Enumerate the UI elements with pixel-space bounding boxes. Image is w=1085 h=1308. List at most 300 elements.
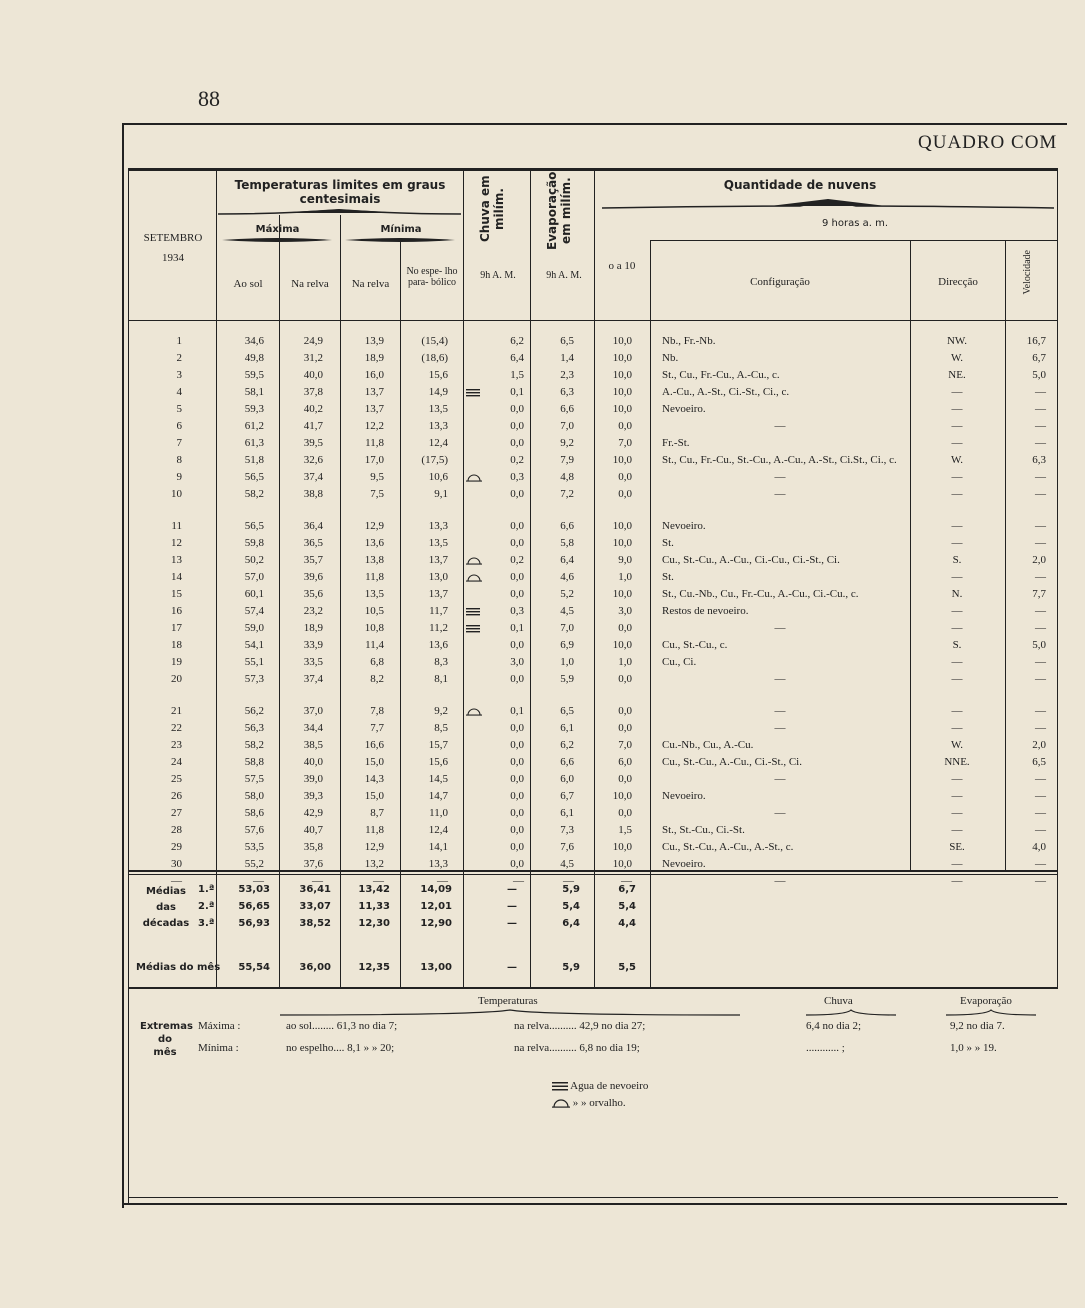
extremas-chuva-brace [806, 1008, 896, 1018]
cell-day: 15 [171, 588, 182, 600]
cell-day: 12 [171, 537, 182, 549]
cell-espelho: 11,0 [429, 807, 448, 819]
cell-dir: — [951, 403, 963, 415]
extremas-label-line: Extremas [140, 1021, 193, 1032]
cell-espelho: 14,7 [428, 790, 448, 802]
table-row [0, 754, 1085, 771]
col-ao-sol: Ao sol [233, 278, 263, 290]
cell-relva-min: 10,8 [364, 622, 384, 634]
cell-vel: — [1035, 722, 1046, 734]
cell-vel: 16,7 [1026, 335, 1046, 347]
cell-day: 28 [171, 824, 182, 836]
cell-evap: 7,0 [560, 622, 574, 634]
cell-config: — [774, 875, 786, 887]
cell-nuvens: 10,0 [612, 841, 632, 853]
cell-nuvens: 3,0 [618, 605, 632, 617]
cell-relva-max: 38,8 [303, 488, 323, 500]
cell-sol: 56,65 [238, 901, 270, 912]
cell-evap: 5,4 [562, 901, 580, 912]
nuvens-sub-rule [650, 240, 1058, 241]
cell-relva-max: 37,6 [303, 858, 323, 870]
cell-sol: 56,5 [244, 471, 264, 483]
frame-bottom-inner [128, 1197, 1058, 1198]
cell-config: — [774, 722, 786, 734]
cell-sol: 61,3 [244, 437, 264, 449]
cell-nuvens: 1,0 [618, 571, 632, 583]
cell-vel: — [1035, 437, 1046, 449]
cell-chuva: 0,2 [510, 454, 524, 466]
cell-sol: 59,0 [244, 622, 264, 634]
fog-symbol-icon [552, 1081, 568, 1091]
cell-evap: 6,2 [560, 739, 574, 751]
cell-config: St. [662, 537, 674, 549]
cell-sol: 57,6 [244, 824, 264, 836]
cell-evap: 5,2 [560, 588, 574, 600]
cell-config: Cu., St.-Cu., A.-Cu., A.-St., c. [662, 841, 794, 853]
cell-config: Nevoeiro. [662, 403, 706, 415]
cell-relva-max: 39,0 [303, 773, 323, 785]
cell-espelho: 15,7 [428, 739, 448, 751]
cell-chuva: 0,0 [510, 790, 524, 802]
cell-espelho: 12,90 [420, 918, 452, 929]
cell-relva-min: 13,5 [364, 588, 384, 600]
cell-espelho: 8,1 [434, 673, 448, 685]
cell-nuvens: 5,4 [618, 901, 636, 912]
cell-chuva: 0,0 [510, 739, 524, 751]
dew-symbol-icon [466, 705, 482, 717]
cell-nuvens: 0,0 [618, 807, 632, 819]
cell-chuva: 0,0 [510, 722, 524, 734]
cell-dir: — [951, 705, 963, 717]
cell-config: — [774, 705, 786, 717]
cell-day: 1 [176, 335, 182, 347]
cell-relva-min: 16,0 [364, 369, 384, 381]
cell-day: 21 [171, 705, 182, 717]
cell-day: 5 [176, 403, 182, 415]
cell-dir: — [951, 605, 963, 617]
cell-vel: — [1035, 858, 1046, 870]
cell-day: 27 [171, 807, 182, 819]
cell-vel: — [1035, 790, 1046, 802]
cell-relva-min: 7,8 [370, 705, 384, 717]
table-row [0, 569, 1085, 586]
minima-swell [345, 236, 455, 244]
cell-sol: 56,5 [244, 520, 264, 532]
cell-evap: 6,4 [562, 918, 580, 929]
cell-chuva: 0,1 [510, 705, 524, 717]
cell-evap: 9,2 [560, 437, 574, 449]
cell-dir: W. [950, 739, 964, 751]
cell-day: 6 [176, 420, 182, 432]
cell-chuva: 0,0 [510, 520, 524, 532]
cell-dir: — [951, 656, 963, 668]
dew-symbol-icon [466, 471, 482, 483]
cell-nuvens: 10,0 [612, 588, 632, 600]
cell-config: St., Cu.-Nb., Cu., Fr.-Cu., A.-Cu., Ci.-Cu., c. [662, 588, 859, 600]
cell-evap: 4,5 [560, 605, 574, 617]
col-no-espelho: No espe- lho para- bólico [406, 266, 458, 288]
cell-chuva: 3,0 [510, 656, 524, 668]
cell-sol: 57,5 [244, 773, 264, 785]
cell-dir: — [951, 571, 963, 583]
table-row [0, 822, 1085, 839]
cell-nuvens: 10,0 [612, 386, 632, 398]
cell-relva-max: 36,00 [299, 962, 331, 973]
legend-fog-text: Agua de nevoeiro [570, 1080, 649, 1092]
cell-relva-max: 40,2 [303, 403, 323, 415]
cell-dir: — [951, 386, 963, 398]
cell-espelho: (18,6) [421, 352, 448, 364]
extremas-temp-brace [280, 1008, 740, 1018]
cell-relva-min: 11,8 [365, 571, 384, 583]
cell-config: — [774, 807, 786, 819]
col-escala: o a 10 [608, 260, 636, 272]
cell-sol: 56,3 [244, 722, 264, 734]
col-na-relva-min: Na relva [351, 278, 390, 290]
cell-espelho: 11,7 [429, 605, 448, 617]
cell-day: 11 [171, 520, 182, 532]
cell-dir: — [951, 471, 963, 483]
cell-nuvens: 9,0 [618, 554, 632, 566]
cell-dir: — [951, 420, 963, 432]
cell-relva-min: 14,3 [364, 773, 384, 785]
cell-espelho: 15,6 [428, 369, 448, 381]
cell-relva-max: 18,9 [303, 622, 323, 634]
cell-evap: 6,3 [560, 386, 574, 398]
cell-sol: 55,2 [244, 858, 264, 870]
cell-day: 25 [171, 773, 182, 785]
medias-label-line: das [156, 902, 176, 913]
cell-vel: — [1035, 403, 1046, 415]
cell-decada: 1.ª [198, 884, 215, 895]
cell-relva-max: 35,8 [303, 841, 323, 853]
cell-sol: 49,8 [244, 352, 264, 364]
cell-chuva: 0,0 [510, 858, 524, 870]
cell-nuvens: 1,5 [618, 824, 632, 836]
minima-label: Mínima [380, 224, 422, 235]
fog-symbol-icon [466, 622, 480, 634]
cell-vel: 4,0 [1032, 841, 1046, 853]
cell-relva-max: 35,6 [303, 588, 323, 600]
cell-relva-max: 33,5 [303, 656, 323, 668]
extremas-min-espelho: no espelho.... 8,1 » » 20; [286, 1042, 395, 1054]
cell-relva-max: 36,4 [303, 520, 323, 532]
cell-sol: 58,8 [244, 756, 264, 768]
cell-evap: 1,4 [560, 352, 574, 364]
table-row [0, 552, 1085, 569]
cell-espelho: — [437, 875, 448, 887]
cell-relva-max: 32,6 [303, 454, 323, 466]
cell-day: 18 [171, 639, 182, 651]
cell-espelho: 13,3 [428, 520, 448, 532]
cell-relva-max: 35,7 [303, 554, 323, 566]
cell-chuva: 0,1 [510, 386, 524, 398]
cell-vel: — [1035, 656, 1046, 668]
cell-espelho: 12,4 [428, 437, 448, 449]
decada-row [0, 882, 1085, 899]
cell-day: 2 [176, 352, 182, 364]
col-velocidade: Velocidade [1022, 250, 1033, 295]
cell-config: — [774, 773, 786, 785]
cell-dir: — [951, 537, 963, 549]
cell-vel: — [1035, 537, 1046, 549]
cell-chuva: 0,0 [510, 488, 524, 500]
extremas-maxima-label: Máxima : [198, 1020, 241, 1032]
cell-nuvens: 10,0 [612, 335, 632, 347]
page-number: 88 [198, 86, 220, 111]
cell-dir: SE. [949, 841, 965, 853]
table-row [0, 856, 1085, 873]
cell-evap: 6,1 [560, 807, 574, 819]
frame-top [122, 123, 1067, 125]
table-row [0, 367, 1085, 384]
extremas-evap-min: 1,0 » » 19. [950, 1042, 997, 1054]
extremas-evap-max: 9,2 no dia 7. [950, 1020, 1005, 1032]
cell-nuvens: 10,0 [612, 454, 632, 466]
cell-nuvens: 0,0 [618, 420, 632, 432]
cell-evap: 7,2 [560, 488, 574, 500]
cell-evap: 4,8 [560, 471, 574, 483]
cell-nuvens: 0,0 [618, 622, 632, 634]
cell-relva-min: 15,0 [364, 756, 384, 768]
medias-label-line: décadas [142, 918, 190, 929]
cell-chuva: 0,0 [510, 639, 524, 651]
cell-espelho: 13,3 [428, 858, 448, 870]
cell-dir: — [951, 790, 963, 802]
cell-dir: — [951, 488, 963, 500]
cell-espelho: 13,5 [428, 537, 448, 549]
cell-vel: — [1035, 773, 1046, 785]
cell-day: 9 [176, 471, 182, 483]
cell-sol: 55,1 [244, 656, 264, 668]
cell-decada: 2.ª [198, 901, 215, 912]
table-row [0, 469, 1085, 486]
cell-nuvens: 10,0 [612, 520, 632, 532]
cell-relva-min: 11,33 [358, 901, 390, 912]
cell-nuvens: 10,0 [612, 369, 632, 381]
cell-day: 8 [176, 454, 182, 466]
table-row [0, 620, 1085, 637]
medias-mes-label: Médias do mês [136, 962, 221, 973]
cell-chuva: 0,0 [510, 807, 524, 819]
cell-nuvens: 10,0 [612, 537, 632, 549]
hour-evap: 9h A. M. [546, 270, 582, 281]
cell-relva-min: 7,5 [370, 488, 384, 500]
cell-espelho: (15,4) [421, 335, 448, 347]
cell-relva-min: 9,5 [370, 471, 384, 483]
table-row [0, 637, 1085, 654]
cell-vel: 5,0 [1032, 369, 1046, 381]
cell-vel: — [1035, 605, 1046, 617]
extremas-min-relva: na relva.......... 6,8 no dia 19; [514, 1042, 640, 1054]
extremas-evap-title: Evaporação [960, 995, 1012, 1007]
cell-sol: 53,5 [244, 841, 264, 853]
dew-symbol-icon [466, 571, 482, 583]
cell-vel: 2,0 [1032, 739, 1046, 751]
cell-evap: 2,3 [560, 369, 574, 381]
cell-vel: 6,5 [1032, 756, 1046, 768]
cell-vel: 2,0 [1032, 554, 1046, 566]
cell-day: 10 [171, 488, 182, 500]
cell-nuvens: 10,0 [612, 403, 632, 415]
cell-chuva: 6,4 [510, 352, 524, 364]
cell-dir: S. [952, 639, 962, 651]
cell-relva-max: 40,0 [303, 369, 323, 381]
cell-evap: 7,3 [560, 824, 574, 836]
cell-relva-min: 12,35 [358, 962, 390, 973]
cell-chuva: 0,0 [510, 537, 524, 549]
cell-chuva: 0,0 [510, 437, 524, 449]
cell-evap: 6,0 [560, 773, 574, 785]
running-title: QUADRO COM [918, 132, 1058, 153]
cell-relva-max: 36,41 [299, 884, 331, 895]
cell-nuvens: 7,0 [618, 437, 632, 449]
cell-nuvens: 0,0 [618, 705, 632, 717]
extremas-label-line: mês [153, 1047, 177, 1058]
cell-config: Cu., St.-Cu., A.-Cu., Ci.-St., Ci. [662, 756, 802, 768]
cell-day: 20 [171, 673, 182, 685]
cell-chuva: 0,3 [510, 471, 524, 483]
cell-nuvens: 1,0 [618, 656, 632, 668]
cell-sol: 58,6 [244, 807, 264, 819]
cell-nuvens: 5,5 [618, 962, 636, 973]
extremas-max-relva: na relva.......... 42,9 no dia 27; [514, 1020, 646, 1032]
cell-relva-min: 15,0 [364, 790, 384, 802]
extremas-evap-brace [946, 1008, 1036, 1018]
cell-relva-min: 13,9 [364, 335, 384, 347]
cell-relva-max: 38,52 [299, 918, 331, 929]
cell-chuva: 0,0 [510, 403, 524, 415]
cell-dir: NNE. [944, 756, 970, 768]
legend-dew [552, 1097, 626, 1109]
year-label: 1934 [162, 252, 184, 264]
cell-nuvens: 10,0 [612, 352, 632, 364]
cell-sol: 57,3 [244, 673, 264, 685]
table-row [0, 586, 1085, 603]
cell-day: 17 [171, 622, 182, 634]
cell-vel: — [1035, 520, 1046, 532]
medias-label-line: Médias [145, 886, 187, 897]
cell-day: 4 [176, 386, 182, 398]
cell-vel: — [1035, 488, 1046, 500]
cell-day: 23 [171, 739, 182, 751]
cell-nuvens: 10,0 [612, 858, 632, 870]
cell-espelho: (17,5) [421, 454, 448, 466]
cell-nuvens: 6,7 [618, 884, 636, 895]
table-row [0, 805, 1085, 822]
cell-evap: 6,9 [560, 639, 574, 651]
cell-relva-min: 7,7 [370, 722, 384, 734]
table-row [0, 518, 1085, 535]
cell-nuvens: 4,4 [618, 918, 636, 929]
cell-day: 7 [176, 437, 182, 449]
cell-day: 3 [176, 369, 182, 381]
cell-evap: 5,9 [560, 673, 574, 685]
frame-bottom [122, 1203, 1067, 1205]
table-row [0, 654, 1085, 671]
cell-sol: 59,3 [244, 403, 264, 415]
table-row [0, 788, 1085, 805]
cell-nuvens: 0,0 [618, 488, 632, 500]
cell-sol: 50,2 [244, 554, 264, 566]
cell-config: — [774, 488, 786, 500]
temp-brace [216, 206, 463, 218]
temp-title: Temperaturas limites em graus centesimais [234, 178, 446, 206]
cell-relva-max: 42,9 [303, 807, 323, 819]
cell-evap: 1,0 [560, 656, 574, 668]
cell-config: Fr.-St. [662, 437, 690, 449]
cell-evap: 5,9 [562, 884, 580, 895]
cell-sol: 59,8 [244, 537, 264, 549]
cell-relva-max: 39,3 [303, 790, 323, 802]
cell-dir: — [951, 858, 963, 870]
cell-evap: 7,0 [560, 420, 574, 432]
cell-relva-min: 13,2 [364, 858, 384, 870]
header-bottom-rule [128, 320, 1058, 321]
table-row [0, 486, 1085, 503]
cell-day: 16 [171, 605, 182, 617]
cell-evap: 5,9 [562, 962, 580, 973]
cell-nuvens: 10,0 [612, 790, 632, 802]
cell-sol: 56,93 [238, 918, 270, 929]
cell-relva-min: 12,2 [364, 420, 384, 432]
cell-relva-min: 13,8 [364, 554, 384, 566]
cell-day: 30 [171, 858, 182, 870]
cell-nuvens: 6,0 [618, 756, 632, 768]
table-row [0, 720, 1085, 737]
cell-chuva: 0,1 [510, 622, 524, 634]
cell-relva-max: 39,6 [303, 571, 323, 583]
cell-day: 29 [171, 841, 182, 853]
cell-evap: 6,6 [560, 756, 574, 768]
cell-sol: 34,6 [244, 335, 264, 347]
cell-relva-min: 6,8 [370, 656, 384, 668]
cell-chuva: — [507, 918, 517, 929]
cell-evap: 6,6 [560, 520, 574, 532]
cell-evap: 6,4 [560, 554, 574, 566]
cell-espelho: 12,4 [428, 824, 448, 836]
cell-sol: 59,5 [244, 369, 264, 381]
cell-relva-min: 8,2 [370, 673, 384, 685]
cell-nuvens: 0,0 [618, 673, 632, 685]
cell-dir: — [951, 673, 963, 685]
cell-relva-min: 16,6 [364, 739, 384, 751]
cell-espelho: 13,0 [428, 571, 448, 583]
fog-symbol-icon [466, 605, 480, 617]
decada-row [0, 916, 1085, 933]
table-row [0, 737, 1085, 754]
col-na-relva-max: Na relva [291, 278, 329, 290]
cell-sol: 51,8 [244, 454, 264, 466]
dew-symbol-icon [552, 1098, 570, 1108]
cell-relva-min: 18,9 [364, 352, 384, 364]
cell-relva-max: 33,9 [303, 639, 323, 651]
cell-nuvens: — [621, 875, 632, 887]
table-row [0, 603, 1085, 620]
cell-evap: 4,5 [560, 858, 574, 870]
cell-espelho: 15,6 [428, 756, 448, 768]
cell-config: — [774, 673, 786, 685]
cell-config: Cu., St.-Cu., c. [662, 639, 728, 651]
cell-config: — [774, 471, 786, 483]
nuvens-title: Quantidade de nuvens [723, 178, 877, 192]
cell-vel: — [1035, 705, 1046, 717]
cell-espelho: 9,2 [434, 705, 448, 717]
extremas-chuva-min: ............ ; [806, 1042, 845, 1054]
cell-dir: — [951, 875, 963, 887]
cell-espelho: 14,9 [428, 386, 448, 398]
table-row [0, 671, 1085, 688]
